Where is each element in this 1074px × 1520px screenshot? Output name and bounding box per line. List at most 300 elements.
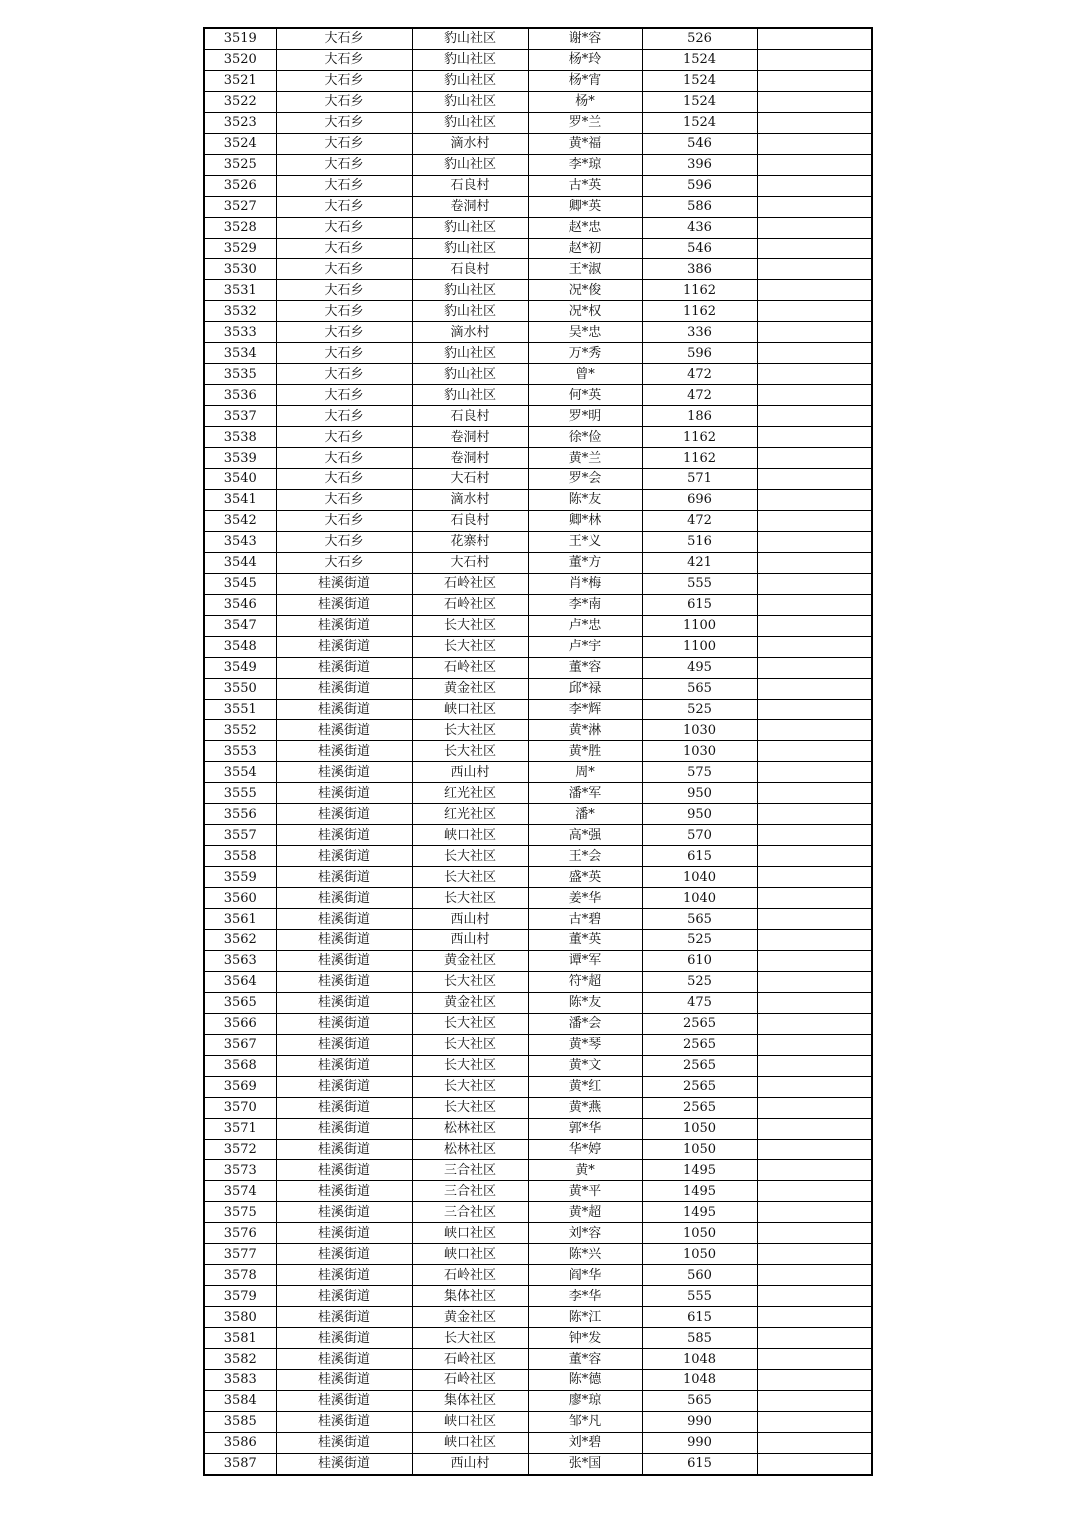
- row-number-cell: 3535: [204, 364, 276, 385]
- remark-cell: [757, 825, 872, 846]
- table-row: [204, 1453, 872, 1474]
- name-cell: 陈*友: [528, 992, 642, 1013]
- amount-cell: 2565: [642, 1097, 757, 1118]
- amount-cell: 615: [642, 594, 757, 615]
- name-cell: 李*辉: [528, 699, 642, 720]
- township-cell: 大石乡: [276, 28, 412, 49]
- township-cell: 大石乡: [276, 510, 412, 531]
- remark-cell: [757, 1118, 872, 1139]
- community-cell: 长大社区: [412, 615, 528, 636]
- name-cell: 廖*琼: [528, 1390, 642, 1411]
- row-number-cell: 3523: [204, 112, 276, 133]
- township-cell: 桂溪街道: [276, 1432, 412, 1453]
- amount-cell: 2565: [642, 1013, 757, 1034]
- row-number-cell: 3574: [204, 1181, 276, 1202]
- township-cell: 桂溪街道: [276, 615, 412, 636]
- township-cell: 桂溪街道: [276, 1453, 412, 1474]
- row-number-cell: 3555: [204, 783, 276, 804]
- community-cell: 黄金社区: [412, 1307, 528, 1328]
- community-cell: 石良村: [412, 406, 528, 427]
- amount-cell: 1050: [642, 1118, 757, 1139]
- name-cell: 吴*忠: [528, 322, 642, 343]
- community-cell: 西山村: [412, 909, 528, 930]
- table-row: [204, 49, 872, 70]
- township-cell: 桂溪街道: [276, 1139, 412, 1160]
- row-number-cell: 3578: [204, 1265, 276, 1286]
- name-cell: 何*英: [528, 385, 642, 406]
- community-cell: 豹山社区: [412, 385, 528, 406]
- table-row: [204, 91, 872, 112]
- remark-cell: [757, 1411, 872, 1432]
- name-cell: 李*琼: [528, 154, 642, 175]
- name-cell: 卿*英: [528, 196, 642, 217]
- row-number-cell: 3585: [204, 1411, 276, 1432]
- township-cell: 大石乡: [276, 322, 412, 343]
- township-cell: 大石乡: [276, 385, 412, 406]
- amount-cell: 396: [642, 154, 757, 175]
- name-cell: 李*华: [528, 1286, 642, 1307]
- amount-cell: 525: [642, 929, 757, 950]
- row-number-cell: 3545: [204, 573, 276, 594]
- amount-cell: 615: [642, 1307, 757, 1328]
- township-cell: 桂溪街道: [276, 1181, 412, 1202]
- township-cell: 大石乡: [276, 364, 412, 385]
- row-number-cell: 3587: [204, 1453, 276, 1474]
- community-cell: 松林社区: [412, 1139, 528, 1160]
- name-cell: 卿*林: [528, 510, 642, 531]
- table-row: [204, 594, 872, 615]
- name-cell: 王*会: [528, 846, 642, 867]
- table-row: [204, 1097, 872, 1118]
- table-row: [204, 196, 872, 217]
- name-cell: 王*淑: [528, 259, 642, 280]
- amount-cell: 560: [642, 1265, 757, 1286]
- remark-cell: [757, 804, 872, 825]
- community-cell: 滴水村: [412, 489, 528, 510]
- remark-cell: [757, 657, 872, 678]
- name-cell: 黄*: [528, 1160, 642, 1181]
- community-cell: 豹山社区: [412, 154, 528, 175]
- row-number-cell: 3576: [204, 1223, 276, 1244]
- data-table: [203, 27, 873, 1476]
- row-number-cell: 3548: [204, 636, 276, 657]
- amount-cell: 555: [642, 1286, 757, 1307]
- community-cell: 峡口社区: [412, 1411, 528, 1432]
- remark-cell: [757, 846, 872, 867]
- amount-cell: 421: [642, 552, 757, 573]
- table-row: [204, 1076, 872, 1097]
- community-cell: 长大社区: [412, 1034, 528, 1055]
- community-cell: 集体社区: [412, 1286, 528, 1307]
- name-cell: 高*强: [528, 825, 642, 846]
- community-cell: 黄金社区: [412, 678, 528, 699]
- township-cell: 桂溪街道: [276, 1328, 412, 1349]
- table-row: [204, 469, 872, 490]
- community-cell: 豹山社区: [412, 91, 528, 112]
- remark-cell: [757, 1181, 872, 1202]
- table-body: [204, 28, 872, 1475]
- remark-cell: [757, 28, 872, 49]
- township-cell: 桂溪街道: [276, 1034, 412, 1055]
- township-cell: 桂溪街道: [276, 1076, 412, 1097]
- name-cell: 古*碧: [528, 909, 642, 930]
- remark-cell: [757, 1244, 872, 1265]
- community-cell: 长大社区: [412, 867, 528, 888]
- table-row: [204, 1139, 872, 1160]
- remark-cell: [757, 489, 872, 510]
- amount-cell: 1495: [642, 1202, 757, 1223]
- table-row: [204, 531, 872, 552]
- township-cell: 桂溪街道: [276, 1390, 412, 1411]
- name-cell: 卢*宇: [528, 636, 642, 657]
- table-row: [204, 992, 872, 1013]
- remark-cell: [757, 950, 872, 971]
- row-number-cell: 3571: [204, 1118, 276, 1139]
- township-cell: 大石乡: [276, 217, 412, 238]
- name-cell: 董*英: [528, 929, 642, 950]
- remark-cell: [757, 615, 872, 636]
- remark-cell: [757, 1453, 872, 1474]
- amount-cell: 495: [642, 657, 757, 678]
- row-number-cell: 3538: [204, 427, 276, 448]
- remark-cell: [757, 573, 872, 594]
- row-number-cell: 3544: [204, 552, 276, 573]
- township-cell: 桂溪街道: [276, 950, 412, 971]
- remark-cell: [757, 217, 872, 238]
- community-cell: 长大社区: [412, 720, 528, 741]
- township-cell: 桂溪街道: [276, 1370, 412, 1391]
- remark-cell: [757, 1432, 872, 1453]
- remark-cell: [757, 1055, 872, 1076]
- table-row: [204, 909, 872, 930]
- township-cell: 桂溪街道: [276, 573, 412, 594]
- remark-cell: [757, 322, 872, 343]
- community-cell: 西山村: [412, 929, 528, 950]
- name-cell: 董*方: [528, 552, 642, 573]
- row-number-cell: 3546: [204, 594, 276, 615]
- community-cell: 滴水村: [412, 133, 528, 154]
- row-number-cell: 3567: [204, 1034, 276, 1055]
- township-cell: 大石乡: [276, 91, 412, 112]
- amount-cell: 386: [642, 259, 757, 280]
- community-cell: 西山村: [412, 762, 528, 783]
- name-cell: 万*秀: [528, 343, 642, 364]
- row-number-cell: 3527: [204, 196, 276, 217]
- township-cell: 大石乡: [276, 280, 412, 301]
- row-number-cell: 3530: [204, 259, 276, 280]
- remark-cell: [757, 343, 872, 364]
- township-cell: 大石乡: [276, 196, 412, 217]
- township-cell: 大石乡: [276, 406, 412, 427]
- remark-cell: [757, 70, 872, 91]
- amount-cell: 1030: [642, 741, 757, 762]
- community-cell: 石岭社区: [412, 657, 528, 678]
- township-cell: 大石乡: [276, 154, 412, 175]
- remark-cell: [757, 510, 872, 531]
- row-number-cell: 3584: [204, 1390, 276, 1411]
- table-row: [204, 154, 872, 175]
- amount-cell: 475: [642, 992, 757, 1013]
- row-number-cell: 3556: [204, 804, 276, 825]
- township-cell: 大石乡: [276, 238, 412, 259]
- name-cell: 董*容: [528, 657, 642, 678]
- township-cell: 桂溪街道: [276, 1349, 412, 1370]
- amount-cell: 1040: [642, 888, 757, 909]
- row-number-cell: 3580: [204, 1307, 276, 1328]
- row-number-cell: 3575: [204, 1202, 276, 1223]
- name-cell: 曾*: [528, 364, 642, 385]
- row-number-cell: 3547: [204, 615, 276, 636]
- township-cell: 桂溪街道: [276, 741, 412, 762]
- remark-cell: [757, 1160, 872, 1181]
- amount-cell: 990: [642, 1411, 757, 1432]
- remark-cell: [757, 678, 872, 699]
- name-cell: 谢*容: [528, 28, 642, 49]
- table-row: [204, 1286, 872, 1307]
- community-cell: 峡口社区: [412, 825, 528, 846]
- name-cell: 盛*英: [528, 867, 642, 888]
- table-row: [204, 888, 872, 909]
- amount-cell: 555: [642, 573, 757, 594]
- township-cell: 大石乡: [276, 469, 412, 490]
- township-cell: 桂溪街道: [276, 846, 412, 867]
- remark-cell: [757, 531, 872, 552]
- community-cell: 长大社区: [412, 1076, 528, 1097]
- name-cell: 黄*琴: [528, 1034, 642, 1055]
- row-number-cell: 3526: [204, 175, 276, 196]
- name-cell: 况*俊: [528, 280, 642, 301]
- amount-cell: 1048: [642, 1349, 757, 1370]
- amount-cell: 2565: [642, 1076, 757, 1097]
- name-cell: 潘*会: [528, 1013, 642, 1034]
- amount-cell: 1040: [642, 867, 757, 888]
- table-row: [204, 133, 872, 154]
- amount-cell: 950: [642, 783, 757, 804]
- township-cell: 桂溪街道: [276, 1202, 412, 1223]
- table-row: [204, 280, 872, 301]
- table-row: [204, 1181, 872, 1202]
- township-cell: 大石乡: [276, 552, 412, 573]
- community-cell: 长大社区: [412, 1328, 528, 1349]
- table-row: [204, 804, 872, 825]
- community-cell: 大石村: [412, 552, 528, 573]
- amount-cell: 546: [642, 238, 757, 259]
- table-row: [204, 950, 872, 971]
- remark-cell: [757, 427, 872, 448]
- name-cell: 郭*华: [528, 1118, 642, 1139]
- row-number-cell: 3552: [204, 720, 276, 741]
- amount-cell: 596: [642, 175, 757, 196]
- remark-cell: [757, 909, 872, 930]
- row-number-cell: 3565: [204, 992, 276, 1013]
- table-row: [204, 1118, 872, 1139]
- table-row: [204, 28, 872, 49]
- remark-cell: [757, 1328, 872, 1349]
- table-row: [204, 552, 872, 573]
- name-cell: 刘*碧: [528, 1432, 642, 1453]
- row-number-cell: 3568: [204, 1055, 276, 1076]
- remark-cell: [757, 154, 872, 175]
- remark-cell: [757, 699, 872, 720]
- township-cell: 桂溪街道: [276, 783, 412, 804]
- table-row: [204, 573, 872, 594]
- name-cell: 邱*禄: [528, 678, 642, 699]
- remark-cell: [757, 741, 872, 762]
- table-row: [204, 971, 872, 992]
- township-cell: 大石乡: [276, 133, 412, 154]
- amount-cell: 1050: [642, 1244, 757, 1265]
- row-number-cell: 3524: [204, 133, 276, 154]
- amount-cell: 2565: [642, 1034, 757, 1055]
- township-cell: 桂溪街道: [276, 867, 412, 888]
- community-cell: 松林社区: [412, 1118, 528, 1139]
- name-cell: 黄*燕: [528, 1097, 642, 1118]
- township-cell: 桂溪街道: [276, 1055, 412, 1076]
- community-cell: 豹山社区: [412, 112, 528, 133]
- community-cell: 长大社区: [412, 1097, 528, 1118]
- remark-cell: [757, 971, 872, 992]
- remark-cell: [757, 1202, 872, 1223]
- amount-cell: 1162: [642, 301, 757, 322]
- township-cell: 大石乡: [276, 49, 412, 70]
- amount-cell: 525: [642, 699, 757, 720]
- name-cell: 阎*华: [528, 1265, 642, 1286]
- amount-cell: 950: [642, 804, 757, 825]
- amount-cell: 1524: [642, 112, 757, 133]
- row-number-cell: 3529: [204, 238, 276, 259]
- township-cell: 桂溪街道: [276, 1307, 412, 1328]
- amount-cell: 1100: [642, 615, 757, 636]
- remark-cell: [757, 636, 872, 657]
- community-cell: 长大社区: [412, 741, 528, 762]
- remark-cell: [757, 1265, 872, 1286]
- township-cell: 桂溪街道: [276, 1013, 412, 1034]
- row-number-cell: 3559: [204, 867, 276, 888]
- community-cell: 黄金社区: [412, 992, 528, 1013]
- table-row: [204, 448, 872, 469]
- name-cell: 杨*: [528, 91, 642, 112]
- row-number-cell: 3551: [204, 699, 276, 720]
- table-row: [204, 259, 872, 280]
- amount-cell: 615: [642, 846, 757, 867]
- name-cell: 肖*梅: [528, 573, 642, 594]
- row-number-cell: 3570: [204, 1097, 276, 1118]
- row-number-cell: 3558: [204, 846, 276, 867]
- township-cell: 桂溪街道: [276, 929, 412, 950]
- community-cell: 豹山社区: [412, 301, 528, 322]
- row-number-cell: 3543: [204, 531, 276, 552]
- community-cell: 长大社区: [412, 1013, 528, 1034]
- amount-cell: 990: [642, 1432, 757, 1453]
- remark-cell: [757, 469, 872, 490]
- community-cell: 卷洞村: [412, 196, 528, 217]
- township-cell: 桂溪街道: [276, 971, 412, 992]
- community-cell: 豹山社区: [412, 217, 528, 238]
- township-cell: 桂溪街道: [276, 594, 412, 615]
- community-cell: 石良村: [412, 510, 528, 531]
- community-cell: 峡口社区: [412, 1244, 528, 1265]
- community-cell: 豹山社区: [412, 70, 528, 91]
- row-number-cell: 3560: [204, 888, 276, 909]
- table-row: [204, 322, 872, 343]
- amount-cell: 186: [642, 406, 757, 427]
- remark-cell: [757, 364, 872, 385]
- remark-cell: [757, 49, 872, 70]
- table-row: [204, 343, 872, 364]
- township-cell: 大石乡: [276, 70, 412, 91]
- community-cell: 豹山社区: [412, 28, 528, 49]
- table-row: [204, 406, 872, 427]
- table-row: [204, 385, 872, 406]
- row-number-cell: 3582: [204, 1349, 276, 1370]
- row-number-cell: 3537: [204, 406, 276, 427]
- name-cell: 姜*华: [528, 888, 642, 909]
- name-cell: 陈*江: [528, 1307, 642, 1328]
- name-cell: 谭*军: [528, 950, 642, 971]
- amount-cell: 570: [642, 825, 757, 846]
- name-cell: 黄*超: [528, 1202, 642, 1223]
- row-number-cell: 3549: [204, 657, 276, 678]
- remark-cell: [757, 1013, 872, 1034]
- table-row: [204, 867, 872, 888]
- township-cell: 桂溪街道: [276, 699, 412, 720]
- name-cell: 罗*会: [528, 469, 642, 490]
- township-cell: 桂溪街道: [276, 1411, 412, 1432]
- township-cell: 桂溪街道: [276, 825, 412, 846]
- community-cell: 豹山社区: [412, 364, 528, 385]
- amount-cell: 610: [642, 950, 757, 971]
- township-cell: 桂溪街道: [276, 678, 412, 699]
- table-row: [204, 825, 872, 846]
- township-cell: 桂溪街道: [276, 657, 412, 678]
- table-row: [204, 1223, 872, 1244]
- remark-cell: [757, 762, 872, 783]
- remark-cell: [757, 259, 872, 280]
- table-row: [204, 112, 872, 133]
- community-cell: 长大社区: [412, 888, 528, 909]
- community-cell: 峡口社区: [412, 699, 528, 720]
- remark-cell: [757, 112, 872, 133]
- community-cell: 长大社区: [412, 846, 528, 867]
- name-cell: 王*义: [528, 531, 642, 552]
- remark-cell: [757, 1223, 872, 1244]
- community-cell: 红光社区: [412, 804, 528, 825]
- name-cell: 邹*凡: [528, 1411, 642, 1432]
- row-number-cell: 3561: [204, 909, 276, 930]
- remark-cell: [757, 1139, 872, 1160]
- row-number-cell: 3563: [204, 950, 276, 971]
- row-number-cell: 3553: [204, 741, 276, 762]
- township-cell: 桂溪街道: [276, 1118, 412, 1139]
- table-row: [204, 783, 872, 804]
- row-number-cell: 3564: [204, 971, 276, 992]
- township-cell: 大石乡: [276, 112, 412, 133]
- row-number-cell: 3583: [204, 1370, 276, 1391]
- name-cell: 黄*福: [528, 133, 642, 154]
- amount-cell: 565: [642, 909, 757, 930]
- amount-cell: 571: [642, 469, 757, 490]
- table-row: [204, 1390, 872, 1411]
- table-row: [204, 1034, 872, 1055]
- row-number-cell: 3557: [204, 825, 276, 846]
- amount-cell: 696: [642, 489, 757, 510]
- amount-cell: 436: [642, 217, 757, 238]
- name-cell: 赵*忠: [528, 217, 642, 238]
- township-cell: 桂溪街道: [276, 1265, 412, 1286]
- remark-cell: [757, 867, 872, 888]
- name-cell: 黄*兰: [528, 448, 642, 469]
- name-cell: 李*南: [528, 594, 642, 615]
